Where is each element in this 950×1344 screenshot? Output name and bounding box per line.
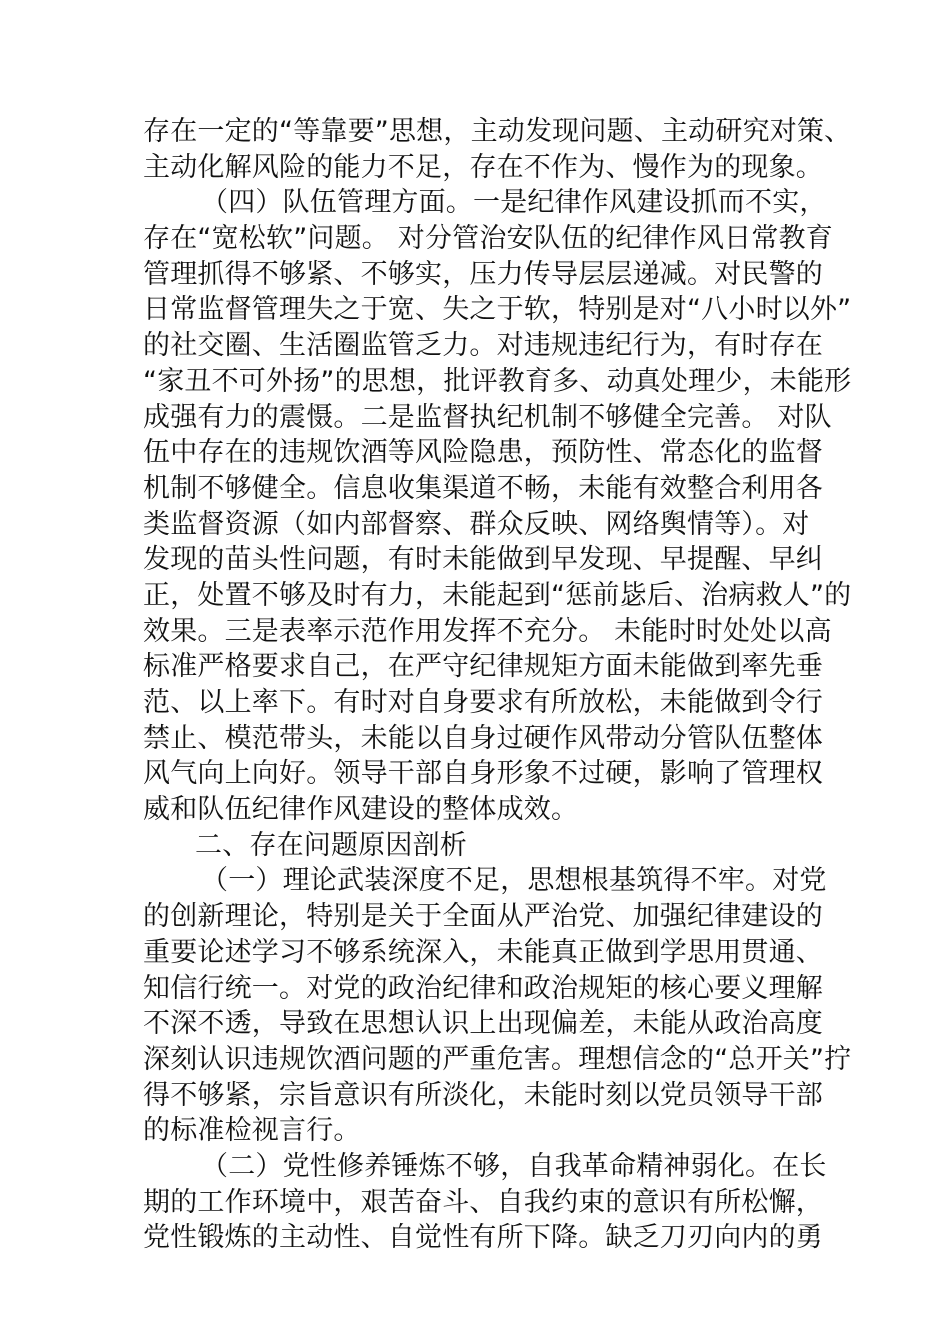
text-line: （四）队伍管理方面。一是纪律作风建设抓而不实， — [201, 187, 827, 219]
text-line: 的创新理论，特别是关于全面从严治党、加强纪律建设的 — [143, 901, 823, 933]
text-line: 标准严格要求自己，在严守纪律规矩方面未能做到率先垂 — [143, 651, 823, 683]
document-body — [143, 114, 852, 1256]
text-line: 管理抓得不够紧、不够实，压力传导层层递减。对民警的 — [143, 258, 823, 290]
text-line: 存在“宽松软”问题。 对分管治安队伍的纪律作风日常教育 — [143, 223, 833, 255]
text-line: 禁止、模范带头，未能以自身过硬作风带动分管队伍整体 — [143, 722, 823, 754]
text-line: 重要论述学习不够系统深入，未能真正做到学思用贯通、 — [143, 936, 823, 968]
text-line: 期的工作环境中，艰苦奋斗、自我约束的意识有所松懈， — [143, 1186, 823, 1218]
text-line: 类监督资源（如内部督察、群众反映、网络舆情等）。对 — [143, 508, 810, 540]
text-line: （二）党性修养锤炼不够，自我革命精神弱化。在长 — [201, 1150, 827, 1182]
text-line: 不深不透，导致在思想认识上出现偏差，未能从政治高度 — [143, 1008, 823, 1040]
text-line: 深刻认识违规饮酒问题的严重危害。理想信念的“总开关”拧 — [143, 1043, 852, 1075]
text-line: 效果。三是表率示范作用发挥不充分。 未能时时处处以高 — [143, 615, 832, 647]
section-heading: 二、存在问题原因剖析 — [195, 829, 467, 861]
text-line: 存在一定的“等靠要”思想，主动发现问题、主动研究对策、 — [143, 116, 852, 147]
text-line: （一）理论武装深度不足，思想根基筑得不牢。对党 — [201, 865, 827, 897]
text-line: 知信行统一。对党的政治纪律和政治规矩的核心要义理解 — [143, 972, 823, 1004]
text-line: 伍中存在的违规饮酒等风险隐患，预防性、常态化的监督 — [143, 437, 823, 469]
text-line: 机制不够健全。信息收集渠道不畅，未能有效整合利用各 — [143, 472, 823, 504]
text-line: 主动化解风险的能力不足，存在不作为、慢作为的现象。 — [143, 151, 823, 183]
text-line: 风气向上向好。领导干部自身形象不过硬，影响了管理权 — [143, 758, 823, 790]
text-line: 发现的苗头性问题，有时未能做到早发现、早提醒、早纠 — [143, 544, 823, 576]
text-line: 威和队伍纪律作风建设的整体成效。 — [143, 794, 579, 826]
text-line: 范、以上率下。有时对自身要求有所放松，未能做到令行 — [143, 687, 823, 718]
text-line: 的标准检视言行。 — [143, 1115, 361, 1147]
text-line: 日常监督管理失之于宽、失之于软，特别是对“八小时以外” — [143, 294, 852, 326]
text-line: 得不够紧，宗旨意识有所淡化，未能时刻以党员领导干部 — [143, 1079, 823, 1111]
text-line: 成强有力的震慑。二是监督执纪机制不够健全完善。 对队 — [143, 401, 832, 433]
text-line: 的社交圈、生活圈监管乏力。对违规违纪行为，有时存在 — [143, 330, 823, 362]
text-line: “家丑不可外扬”的思想，批评教育多、动真处理少，未能形 — [143, 365, 852, 397]
text-line: 正，处置不够及时有力，未能起到“惩前毖后、治病救人”的 — [143, 579, 852, 611]
text-line: 党性锻炼的主动性、自觉性有所下降。缺乏刀刃向内的勇 — [143, 1222, 823, 1254]
